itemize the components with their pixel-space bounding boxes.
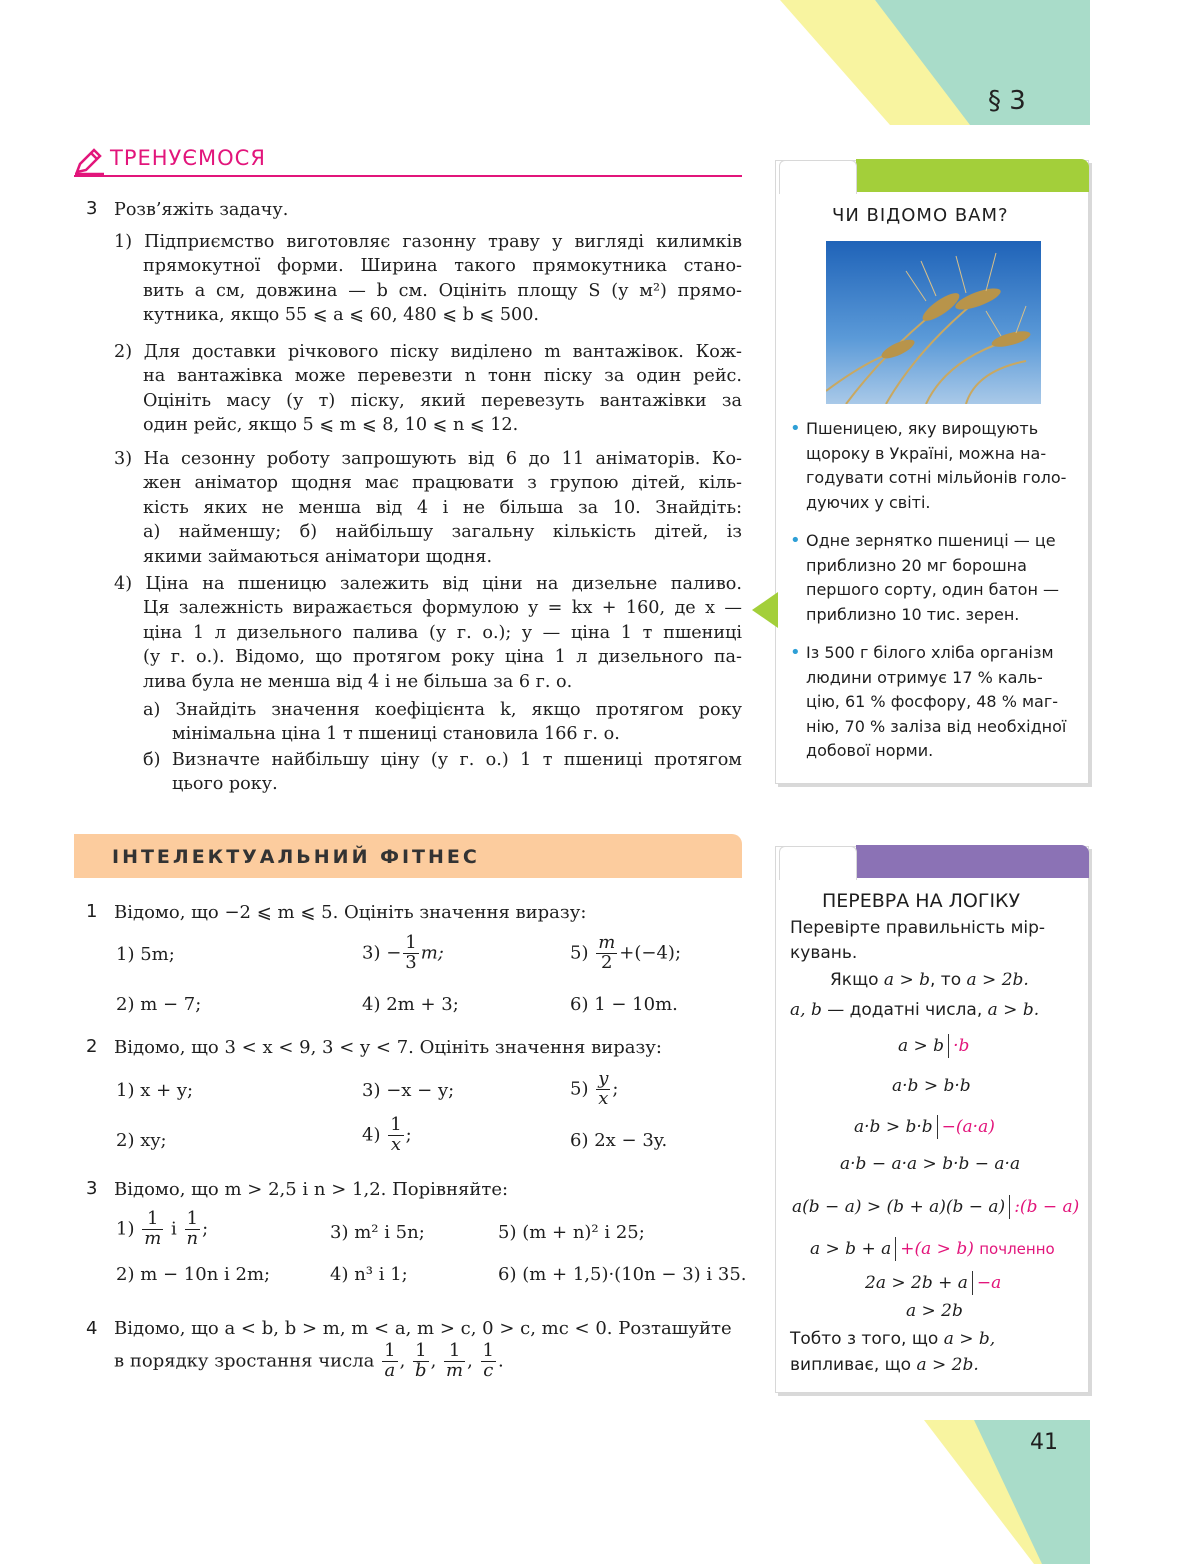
text-line: ціна 1 л дизельного палива (у г. о.); y — ціна 1 т пшениці	[143, 622, 742, 643]
text-line: кість яких не менша від 4 і не більша за 10. Знайдіть:	[143, 497, 742, 518]
text-line: Оцініть масу (у т) піску, який перевезуть вантажівки за	[143, 390, 742, 411]
divider-bar	[948, 1034, 949, 1058]
option-suffix: ;	[612, 1078, 619, 1100]
math: a > b	[898, 1036, 945, 1056]
math: a > 2b.	[966, 970, 1029, 990]
math: a·b − a·a > b·b − a·a	[840, 1154, 1021, 1174]
option-prefix: 4)	[362, 1124, 381, 1146]
header-decoration	[780, 0, 1090, 125]
text-line: лива була не менша від 4 і не більша за 6 г. о.	[143, 671, 573, 692]
math: a > b	[883, 970, 930, 990]
section-label: § 3	[988, 86, 1026, 116]
option-prefix: 3) −	[362, 942, 402, 964]
fraction	[444, 1342, 465, 1381]
text-line: прямокутної форми. Ширина такого прямокутника стано-	[143, 256, 742, 277]
answer-option	[362, 934, 444, 973]
did-you-know-title: ЧИ ВІДОМО ВАМ?	[832, 205, 1009, 226]
training-title: ТРЕНУЄМОСЯ	[110, 146, 266, 170]
logic-conclusion	[790, 1355, 979, 1375]
text: Якщо	[830, 970, 879, 990]
numerator: 1	[444, 1342, 465, 1362]
task-item-3	[114, 447, 742, 569]
tab-cutout	[779, 846, 857, 880]
note: почленно	[979, 1240, 1055, 1258]
fraction	[388, 1116, 403, 1155]
bullet-icon: •	[790, 418, 801, 439]
answer-option: 6) 2x − 3y.	[570, 1130, 668, 1151]
text-line: один рейс, якщо 5 ⩽ m ⩽ 8, 10 ⩽ n ⩽ 12.	[143, 415, 519, 436]
text-line: цього року.	[172, 774, 278, 795]
math: a > 2b	[906, 1301, 963, 1321]
answer-option: 1) x + y;	[116, 1080, 194, 1101]
answer-option: 5) (m + n)² і 25;	[498, 1222, 645, 1243]
logic-step	[906, 1301, 963, 1321]
numerator: 1	[185, 1210, 201, 1230]
text-line: 1) Підприємство виготовляє газонну траву у вигляді килимків	[114, 232, 742, 252]
question-number: 2	[86, 1036, 98, 1057]
logic-step	[865, 1271, 1001, 1295]
math: a·b > b·b	[854, 1117, 933, 1137]
text-line: Ця залежність виражається формулою y = kx + 160, де x —	[143, 598, 742, 619]
fraction	[382, 1342, 397, 1381]
logic-step	[898, 1034, 969, 1058]
math: a > b.	[987, 1000, 1040, 1020]
fraction	[185, 1210, 201, 1249]
question-number: 1	[86, 901, 98, 922]
answer-option: 4) 2m + 3;	[362, 994, 459, 1015]
denominator: n	[186, 1227, 199, 1249]
option-suffix: ;	[405, 1124, 412, 1146]
divider-bar	[972, 1271, 973, 1295]
tab-cutout	[779, 160, 857, 194]
answer-option: 2) xy;	[116, 1130, 167, 1151]
answer-option: 2) m − 10n і 2m;	[116, 1264, 271, 1285]
text-line: а) найменшу; б) найбільшу загальну кількість дітей, із	[143, 522, 742, 543]
text-line: щороку в Україні, можна на-	[806, 443, 1047, 463]
text-line: цію, 61 % фосфору, 48 % маг-	[806, 692, 1059, 712]
text-line: приблизно 20 мг борошна	[806, 555, 1027, 575]
task-intro-text: Розв’яжіть задачу.	[114, 200, 289, 220]
fraction	[596, 934, 617, 973]
math: a > b + a	[810, 1239, 892, 1259]
math: a, b	[790, 1000, 822, 1020]
text: , то	[929, 970, 962, 990]
numerator: 1	[405, 932, 417, 953]
denominator: 3	[405, 951, 417, 973]
answer-option	[570, 1070, 618, 1109]
text-line: першого сорту, один батон —	[806, 580, 1059, 600]
task-number: 3	[86, 198, 98, 219]
task-item-2	[114, 340, 742, 438]
answer-option: 3) m² і 5n;	[330, 1222, 425, 1243]
option-suffix: m;	[420, 942, 444, 964]
math-operation: :(b − a)	[1014, 1197, 1080, 1217]
denominator: b	[415, 1359, 427, 1381]
option-prefix: 5)	[570, 942, 589, 964]
text: Тобто з того, що	[790, 1329, 944, 1349]
text-line: жен аніматор щодня має працювати з групою дітей, кіль-	[143, 473, 742, 494]
denominator: a	[384, 1359, 396, 1381]
question-text: Відомо, що −2 ⩽ m ⩽ 5. Оцініть значення виразу:	[114, 902, 587, 923]
denominator: m	[446, 1359, 464, 1381]
numerator: 1	[413, 1342, 429, 1362]
question-number: 3	[86, 1178, 98, 1199]
text-line: (у г. о.). Відомо, що протягом року ціна 1 л дизельного па-	[143, 647, 742, 668]
divider-bar	[937, 1115, 938, 1139]
answer-option: 6) 1 − 10m.	[570, 994, 678, 1015]
math: 2a > 2b + a	[865, 1273, 968, 1293]
text: випливає, що	[790, 1355, 917, 1375]
option-suffix: +(−4);	[619, 942, 682, 964]
text-line: 2) Для доставки річкового піску виділено m вантажівок. Кож-	[114, 342, 742, 362]
fraction	[596, 1070, 610, 1109]
denominator: c	[483, 1359, 494, 1381]
conjunction: і	[171, 1218, 177, 1240]
numerator: 1	[482, 1340, 494, 1361]
fact-item	[790, 529, 1082, 627]
wheat-photo	[826, 241, 1041, 404]
text: — додатні числа,	[821, 1000, 988, 1020]
logic-break-title: ПЕРЕВРА НА ЛОГІКУ	[822, 890, 1021, 912]
logic-step	[792, 1195, 1079, 1219]
logic-conclusion	[790, 1329, 995, 1349]
answer-option: 6) (m + 1,5)·(10n − 3) і 35.	[498, 1264, 747, 1285]
text-line: приблизно 10 тис. зерен.	[806, 604, 1020, 624]
bullet-icon: •	[790, 530, 801, 551]
text-line: на вантажівка може перевезти n тонн піску за один рейс.	[143, 366, 742, 387]
page-number: 41	[1030, 1430, 1058, 1455]
math-operation: −a	[976, 1273, 1002, 1293]
math-operation: +(a > b)	[900, 1239, 974, 1259]
answer-option: 3) −x − y;	[362, 1080, 455, 1101]
numerator: 1	[390, 1114, 402, 1135]
task-subitem-a	[143, 698, 742, 747]
numerator: y	[598, 1068, 609, 1089]
text-line: в порядку зростання числа	[114, 1350, 375, 1372]
question-text: Відомо, що 3 < x < 9, 3 < y < 7. Оцініть значення виразу:	[114, 1037, 662, 1058]
logic-claim	[830, 970, 1029, 990]
math: a·b > b·b	[892, 1076, 971, 1096]
fraction	[413, 1342, 429, 1381]
pencil-icon	[74, 146, 106, 176]
text-line: б) Визначте найбільшу ціну (у г. о.) 1 т пшениці протягом	[143, 750, 742, 770]
denominator: 2	[601, 951, 613, 973]
logic-step	[810, 1237, 1055, 1261]
question-number: 4	[86, 1318, 98, 1339]
numerator: 1	[384, 1340, 396, 1361]
logic-step	[892, 1076, 971, 1096]
text-line: дуючих у світі.	[806, 492, 931, 512]
fraction	[403, 934, 418, 973]
text-line: годувати сотні мільйонів голо-	[806, 468, 1067, 488]
text-line: мінімальна ціна 1 т пшениці становила 166 г. о.	[172, 724, 620, 745]
denominator: m	[144, 1227, 162, 1249]
logic-intro: Перевірте правильність мір-	[790, 918, 1046, 938]
text-line: Пшеницею, яку вирощують	[806, 419, 1039, 438]
numerator: m	[598, 932, 616, 953]
text-line: а) Знайдіть значення коефіцієнта k, якщо протягом року	[143, 700, 742, 720]
task-item-4	[114, 572, 742, 694]
answer-option: 4) n³ і 1;	[330, 1264, 408, 1285]
answer-option	[570, 934, 681, 973]
text-line: Із 500 г білого хліба організм	[806, 643, 1054, 662]
option-prefix: 1)	[116, 1218, 135, 1240]
math-operation: −(a·a)	[941, 1117, 995, 1137]
fitness-title: ІНТЕЛЕКТУАЛЬНИЙ ФІТНЕС	[112, 846, 480, 868]
text-line: якими займаються аніматори щодня.	[143, 546, 493, 567]
text-line: людини отримує 17 % каль-	[806, 667, 1043, 687]
fraction	[142, 1210, 163, 1249]
answer-option: 2) m − 7;	[116, 994, 202, 1015]
fact-item	[790, 417, 1082, 515]
logic-intro: кувань.	[790, 943, 858, 963]
task-intro	[114, 198, 288, 222]
divider-bar	[895, 1237, 896, 1261]
fraction	[481, 1342, 496, 1381]
question-text-continued: в порядку зростання числа $\frac{1}{a}$ , $\frac{1}{b}$ , $\frac{1}{m}$ , $\frac{1}{c}$ .	[114, 1340, 504, 1381]
task-subitem-b	[143, 748, 742, 797]
denominator: x	[390, 1133, 402, 1155]
denominator: x	[598, 1087, 609, 1109]
footer-decoration	[924, 1420, 1090, 1564]
question-text: Відомо, що a < b, b > m, m < a, m > c, 0 > c, mc < 0. Розташуйте	[114, 1318, 732, 1339]
text-line: 3) На сезонну роботу запрошують від 6 до 11 аніматорів. Ко-	[114, 449, 742, 469]
numerator: 1	[142, 1210, 163, 1230]
answer-option	[116, 1210, 208, 1249]
bullet-icon: •	[790, 642, 801, 663]
logic-break-tab	[856, 845, 1089, 878]
text-line: нію, 70 % заліза від необхідної	[806, 716, 1067, 736]
logic-step	[854, 1115, 995, 1139]
answer-option: 1) 5m;	[116, 944, 175, 965]
text-line: добової норми.	[806, 741, 934, 761]
math: a > 2b.	[916, 1355, 979, 1375]
text-line: Одне зернятко пшениці — це	[806, 531, 1056, 550]
logic-condition	[790, 1000, 1039, 1020]
pointer-arrow-icon	[752, 592, 778, 628]
logic-step	[840, 1154, 1020, 1174]
task-item-1	[114, 230, 742, 328]
text-line: кутника, якщо 55 ⩽ a ⩽ 60, 480 ⩽ b ⩽ 500.	[143, 305, 540, 326]
math: a(b − a) > (b + a)(b − a)	[792, 1197, 1006, 1217]
fact-item	[790, 641, 1082, 764]
option-prefix: 5)	[570, 1078, 589, 1100]
option-suffix: ;	[202, 1218, 209, 1240]
math: a > b,	[943, 1329, 996, 1349]
divider-bar	[1009, 1195, 1010, 1219]
text-line: 4) Ціна на пшеницю залежить від ціни на дизельне паливо.	[114, 574, 742, 594]
text-line: вить a см, довжина — b см. Оцініть площу S (у м²) прямо-	[143, 280, 742, 301]
divider	[74, 175, 742, 177]
question-text: Відомо, що m > 2,5 і n > 1,2. Порівняйте:	[114, 1179, 509, 1200]
answer-option	[362, 1116, 412, 1155]
math-operation: ·b	[953, 1036, 970, 1056]
did-you-know-tab	[856, 159, 1089, 192]
